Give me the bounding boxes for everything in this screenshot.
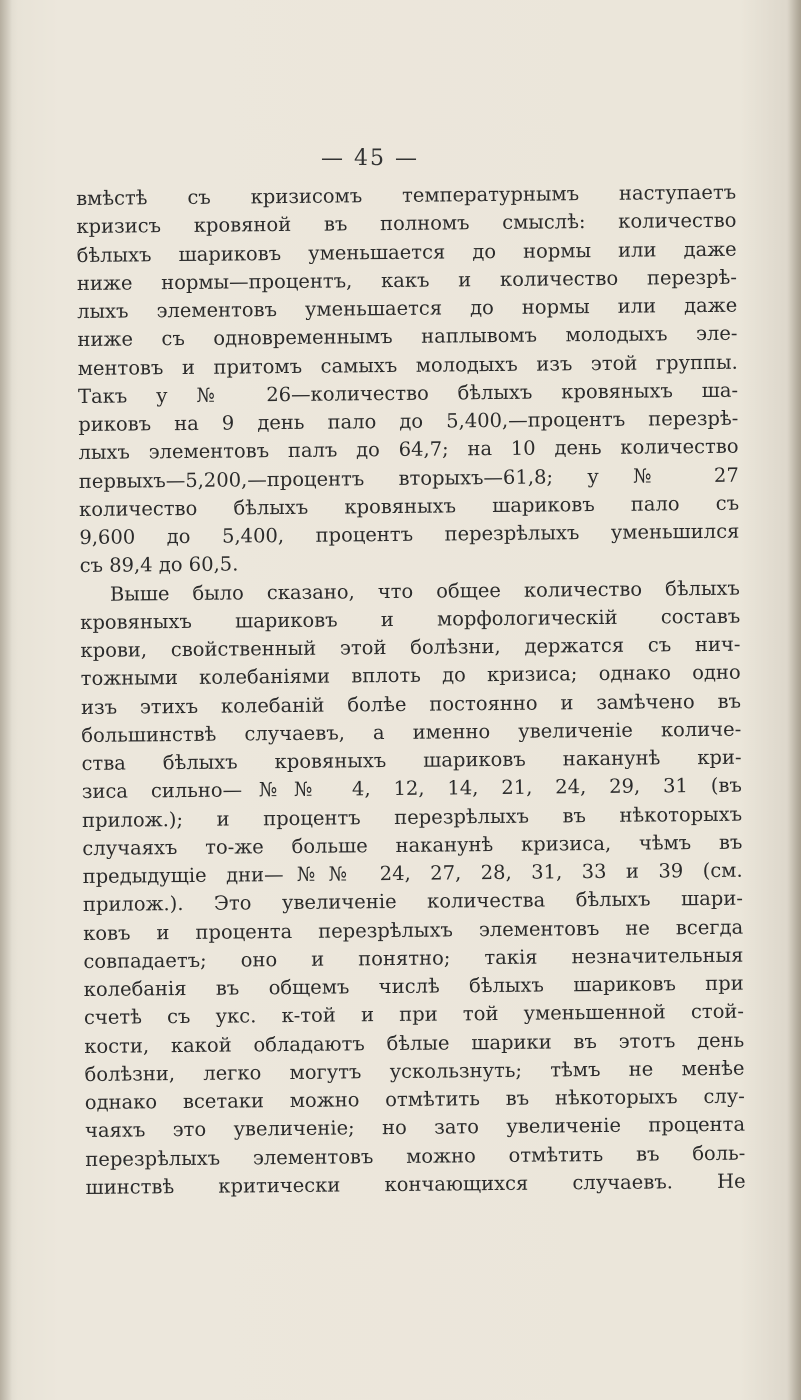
text-line: совпадаетъ; оно и понятно; такія незначительныя xyxy=(83,943,744,973)
text-line: кризисъ кровяной въ полномъ смыслѣ: количество xyxy=(76,208,737,239)
text-line: прилож.); и процентъ перезрѣлыхъ въ нѣкоторыхъ xyxy=(81,802,743,832)
page-number: — 45 — xyxy=(321,146,419,171)
text-line: лыхъ элементовъ палъ до 64,7; на 10 день количество xyxy=(78,434,739,465)
text-line: кровяныхъ шариковъ и морфологическій составъ xyxy=(80,604,741,634)
text-line: риковъ на 9 день пало до 5,400,—процентъ перезрѣ- xyxy=(78,406,739,436)
text-line: ментовъ и притомъ самыхъ молодыхъ изъ этой группы. xyxy=(77,350,738,380)
text-line: колебанія въ общемъ числѣ бѣлыхъ шариковъ при xyxy=(83,971,744,1001)
text-line: большинствѣ случаевъ, а именно увеличеніе количе- xyxy=(81,717,742,747)
page-edge-shadow-left xyxy=(0,0,12,1400)
text-line: перезрѣлыхъ элементовъ можно отмѣтить въ боль- xyxy=(85,1141,746,1171)
text-line: количество бѣлыхъ кровяныхъ шариковъ пало съ xyxy=(79,491,740,521)
text-line: зиса сильно—№№ 4, 12, 14, 21, 24, 29, 31 (въ xyxy=(81,773,742,804)
text-line: бѣлыхъ шариковъ уменьшается до нормы или даже xyxy=(76,237,737,267)
text-line: Выше было сказано, что общее количество бѣлыхъ xyxy=(109,576,741,606)
text-line: первыхъ—5,200,—процентъ вторыхъ—61,8; у № 27 xyxy=(78,463,739,493)
text-line: Такъ у № 26—количество бѣлыхъ кровяныхъ ша- xyxy=(77,378,739,408)
page-edge-shadow-right xyxy=(787,0,801,1400)
text-line: предыдущіе дни—№№ 24, 27, 28, 31, 33 и 39 (см. xyxy=(82,858,743,888)
text-line: тожными колебаніями вплоть до кризиса; однако одно xyxy=(80,660,741,691)
text-line: ниже нормы—процентъ, какъ и количество перезрѣ- xyxy=(76,265,738,295)
text-line: съ 89,4 до 60,5. xyxy=(79,552,239,578)
text-line: прилож.). Это увеличеніе количества бѣлыхъ шари- xyxy=(82,886,743,917)
text-line: счетѣ съ укс. к-той и при той уменьшенной стой- xyxy=(83,999,745,1030)
text-line: 9,600 до 5,400, процентъ перезрѣлыхъ уменьшился xyxy=(79,519,740,549)
text-line: кости, какой обладаютъ бѣлые шарики въ этотъ день xyxy=(84,1028,745,1058)
body-text xyxy=(76,179,746,1202)
text-line: изъ этихъ колебаній болѣе постоянно и замѣчено въ xyxy=(80,689,742,719)
text-line: однако всетаки можно отмѣтить въ нѣкоторыхъ слу- xyxy=(84,1084,745,1114)
text-line: шинствѣ критически кончающихся случаевъ. Не xyxy=(85,1169,746,1199)
text-line: крови, свойственный этой болѣзни, держатся съ нич- xyxy=(80,632,741,662)
text-line: ковъ и процента перезрѣлыхъ элементовъ не всегда xyxy=(83,915,744,945)
text-line: чаяхъ это увеличеніе; но зато увеличеніе процента xyxy=(84,1112,746,1143)
text-line: вмѣстѣ съ кризисомъ температурнымъ наступаетъ xyxy=(76,180,737,210)
text-line: случаяхъ то-же больше наканунѣ кризиса, чѣмъ въ xyxy=(82,830,743,860)
text-line: ства бѣлыхъ кровяныхъ шариковъ наканунѣ кри- xyxy=(81,745,742,775)
text-line: ниже съ одновременнымъ наплывомъ молодыхъ эле- xyxy=(77,321,738,352)
text-line: лыхъ элементовъ уменьшается до нормы или даже xyxy=(77,293,738,323)
text-line: болѣзни, легко могутъ ускользнуть; тѣмъ не менѣе xyxy=(84,1056,745,1086)
